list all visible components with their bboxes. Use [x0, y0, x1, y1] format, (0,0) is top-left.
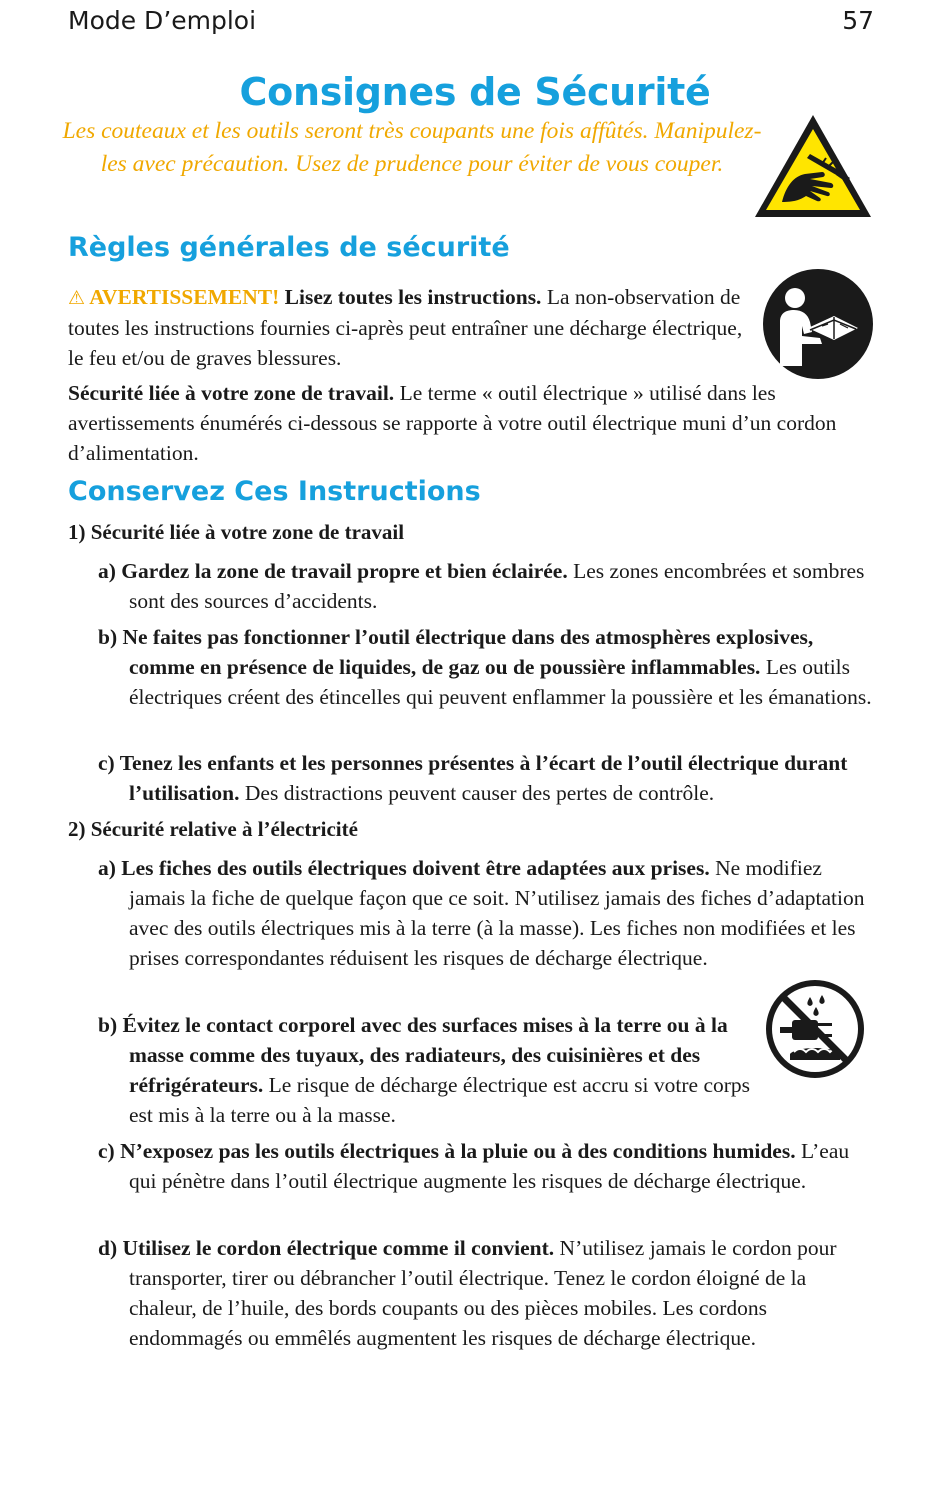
page-title: Consignes de Sécurité [239, 70, 711, 114]
running-head: Mode D’emploi [68, 6, 257, 35]
section-heading-keep-instructions: Conservez Ces Instructions [68, 476, 481, 507]
list-item: a) Gardez la zone de travail propre et bien éclairée. Les zones encombrées et sombres sont des sources d’accidents. [98, 559, 865, 613]
subsection-title-work-area: 1) Sécurité liée à votre zone de travail [68, 520, 405, 544]
list-item: c) N’exposez pas les outils électriques à la pluie ou à des conditions humides. L’eau qui pénètre dans l’outil électrique augmente les risques de décharge électrique. [98, 1139, 850, 1193]
subsection-title-electricity: 2) Sécurité relative à l’électricité [68, 817, 358, 841]
read-manual-icon [762, 268, 874, 380]
warning-paragraph [68, 282, 758, 373]
list-item: d) Utilisez le cordon électrique comme il convient. N’utilisez jamais le cordon pour transporter, tirer ou débrancher l’outil électrique. Tenez le cordon éloigné de la chaleur, de l’huile, des bords coupants ou des pièces mobiles. Les cordons endommagés ou emmêlés augmentent les risques de décharge électrique. [98, 1236, 837, 1350]
intro-warning-text: Les couteaux et les outils seront très coupants une fois affûtés. Manipulez-les avec précaution. Usez de prudence pour éviter de vous couper. [62, 118, 762, 177]
list-item: c) Tenez les enfants et les personnes présentes à l’écart de l’outil électrique durant l’utilisation. Des distractions peuvent causer des pertes de contrôle. [98, 751, 848, 805]
work-zone-bold: Sécurité liée à votre zone de travail. [68, 381, 395, 405]
cut-hazard-warning-icon [752, 112, 874, 220]
page-number: 57 [842, 6, 874, 35]
warning-label: ⚠ AVERTISSEMENT! [68, 285, 280, 309]
work-zone-text: Le terme « outil électrique » utilisé dans les avertissements énumérés ci-dessous se rapporte à votre outil électrique muni d’un cordon d’alimentation. [68, 381, 837, 465]
work-zone-paragraph [68, 378, 868, 468]
warning-bold-text: Lisez toutes les instructions. [284, 285, 542, 309]
warning-triangle-icon: ⚠ [68, 287, 86, 309]
no-water-exposure-icon [766, 980, 864, 1078]
warning-text: La non-observation de toutes les instructions fournies ci-après peut entraîner une décharge électrique, le feu et/ou de graves blessures. [68, 285, 743, 370]
list-item: a) Les fiches des outils électriques doivent être adaptées aux prises. Ne modifiez jamais la fiche de quelque façon que ce soit. N’utilisez jamais des fiches d’adaptation avec des outils électriques mis à la terre (à la masse). Les fiches non modifiées et les prises correspondantes réduisent les risques de décharge électrique. [98, 856, 865, 970]
list-item: b) Évitez le contact corporel avec des surfaces mises à la terre ou à la masse comme des tuyaux, des radiateurs, des cuisinières et des réfrigérateurs. Le risque de décharge électrique est accru si votre corps est mis à la terre ou à la masse. [98, 1013, 751, 1127]
section-heading-general-rules: Règles générales de sécurité [68, 232, 510, 263]
list-item: b) Ne faites pas fonctionner l’outil électrique dans des atmosphères explosives, comme en présence de liquides, de gaz ou de poussière inflammables. Les outils électriques créent des étincelles qui peuvent enflammer la poussière et les émanations. [98, 625, 872, 709]
